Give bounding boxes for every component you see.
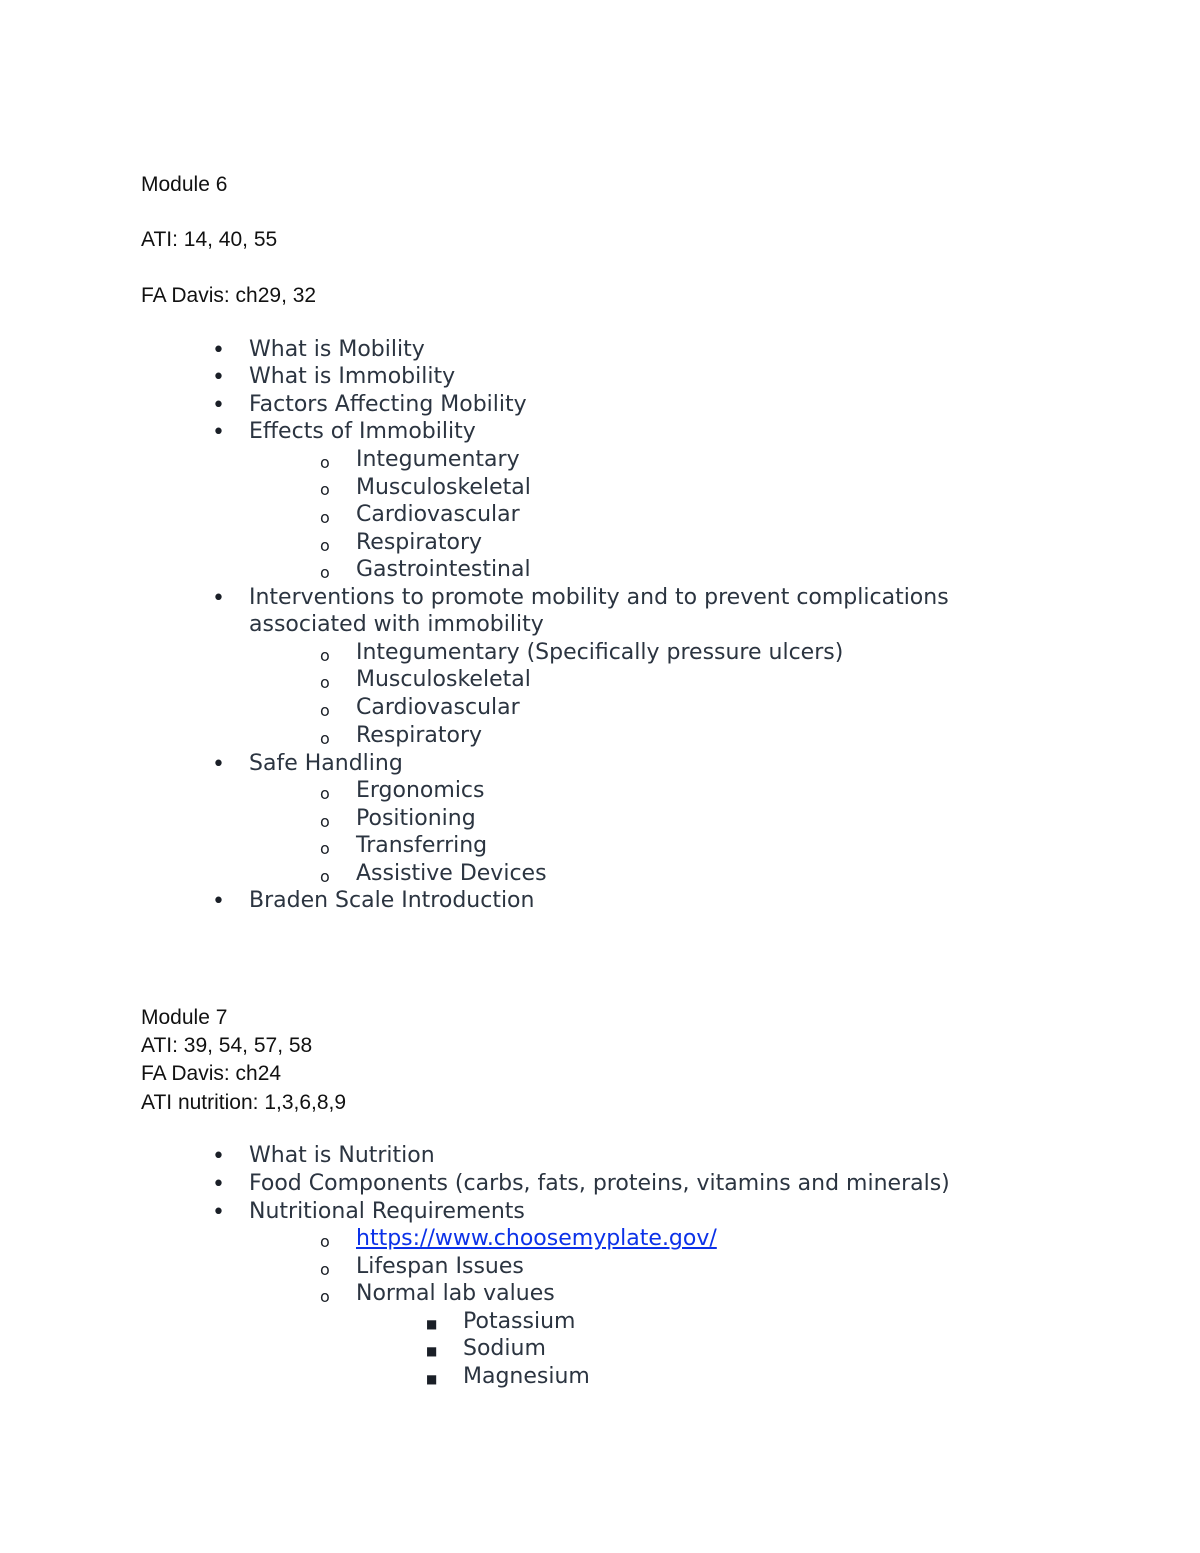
sub-bullet-icon: o — [320, 839, 330, 858]
sub-bullet-icon: o — [320, 563, 330, 582]
bullet-icon: • — [212, 752, 225, 777]
sub-list-item: Gastrointestinal — [356, 557, 531, 582]
sub-list-item: Integumentary (Specifically pressure ulcers) — [356, 640, 844, 665]
sub-list-item: Normal lab values — [356, 1281, 555, 1306]
module7-title: Module 7 — [141, 1006, 228, 1029]
sub-bullet-icon: o — [320, 673, 330, 692]
list-item: Nutritional Requirements — [249, 1199, 525, 1224]
bullet-icon: • — [212, 393, 225, 418]
sub-list-item: Respiratory — [356, 530, 483, 555]
sub-bullet-icon: o — [320, 480, 330, 499]
sub-bullet-icon: o — [320, 701, 330, 720]
sub-bullet-icon: o — [320, 1287, 330, 1306]
sub-list-item: Musculoskeletal — [356, 475, 531, 500]
bullet-icon: • — [212, 1172, 225, 1197]
list-item: What is Immobility — [249, 364, 456, 389]
module6-fa-davis-reading: FA Davis: ch29, 32 — [141, 284, 317, 307]
square-bullet-icon: ■ — [426, 1372, 438, 1386]
bullet-icon: • — [212, 338, 225, 363]
sub-list-item: Respiratory — [356, 723, 483, 748]
sub-bullet-icon: o — [320, 536, 330, 555]
module6-ati-reading: ATI: 14, 40, 55 — [141, 228, 278, 251]
sub-list-item: Integumentary — [356, 447, 520, 472]
sub-list-item: Cardiovascular — [356, 502, 520, 527]
list-item: Braden Scale Introduction — [249, 888, 535, 913]
sub-list-item: Musculoskeletal — [356, 667, 531, 692]
sub-bullet-icon: o — [320, 1232, 330, 1251]
bullet-icon: • — [212, 586, 225, 611]
list-item: Food Components (carbs, fats, proteins, vitamins and minerals) — [249, 1171, 950, 1196]
sub-list-item: Ergonomics — [356, 778, 485, 803]
sub-bullet-icon: o — [320, 784, 330, 803]
sub-bullet-icon: o — [320, 729, 330, 748]
module7-ati-nutrition-reading: ATI nutrition: 1,3,6,8,9 — [141, 1091, 347, 1114]
sub-sub-list-item: Magnesium — [463, 1364, 590, 1389]
module7-ati-reading: ATI: 39, 54, 57, 58 — [141, 1034, 313, 1057]
sub-list-item: Assistive Devices — [356, 861, 547, 886]
list-item: What is Mobility — [249, 337, 425, 362]
bullet-icon: • — [212, 365, 225, 390]
sub-bullet-icon: o — [320, 508, 330, 527]
sub-sub-list-item: Potassium — [463, 1309, 576, 1334]
list-item: Safe Handling — [249, 751, 403, 776]
list-item: Interventions to promote mobility and to prevent complications — [249, 585, 949, 610]
square-bullet-icon: ■ — [426, 1344, 438, 1358]
sub-bullet-icon: o — [320, 646, 330, 665]
sub-bullet-icon: o — [320, 1260, 330, 1279]
sub-list-item: Transferring — [356, 833, 488, 858]
square-bullet-icon: ■ — [426, 1317, 438, 1331]
module7-fa-davis-reading: FA Davis: ch24 — [141, 1062, 282, 1085]
bullet-icon: • — [212, 889, 225, 914]
sub-list-item: Cardiovascular — [356, 695, 520, 720]
list-item: Effects of Immobility — [249, 419, 476, 444]
bullet-icon: • — [212, 420, 225, 445]
sub-bullet-icon: o — [320, 453, 330, 472]
sub-list-item: Positioning — [356, 806, 476, 831]
list-item: What is Nutrition — [249, 1143, 435, 1168]
list-item-continuation: associated with immobility — [249, 612, 544, 637]
bullet-icon: • — [212, 1144, 225, 1169]
sub-bullet-icon: o — [320, 867, 330, 886]
sub-bullet-icon: o — [320, 812, 330, 831]
module6-title: Module 6 — [141, 173, 228, 196]
sub-sub-list-item: Sodium — [463, 1336, 546, 1361]
list-item: Factors Affecting Mobility — [249, 392, 527, 417]
sub-list-item: Lifespan Issues — [356, 1254, 524, 1279]
bullet-icon: • — [212, 1200, 225, 1225]
choosemyplate-link[interactable]: https://www.choosemyplate.gov/ — [356, 1226, 717, 1251]
